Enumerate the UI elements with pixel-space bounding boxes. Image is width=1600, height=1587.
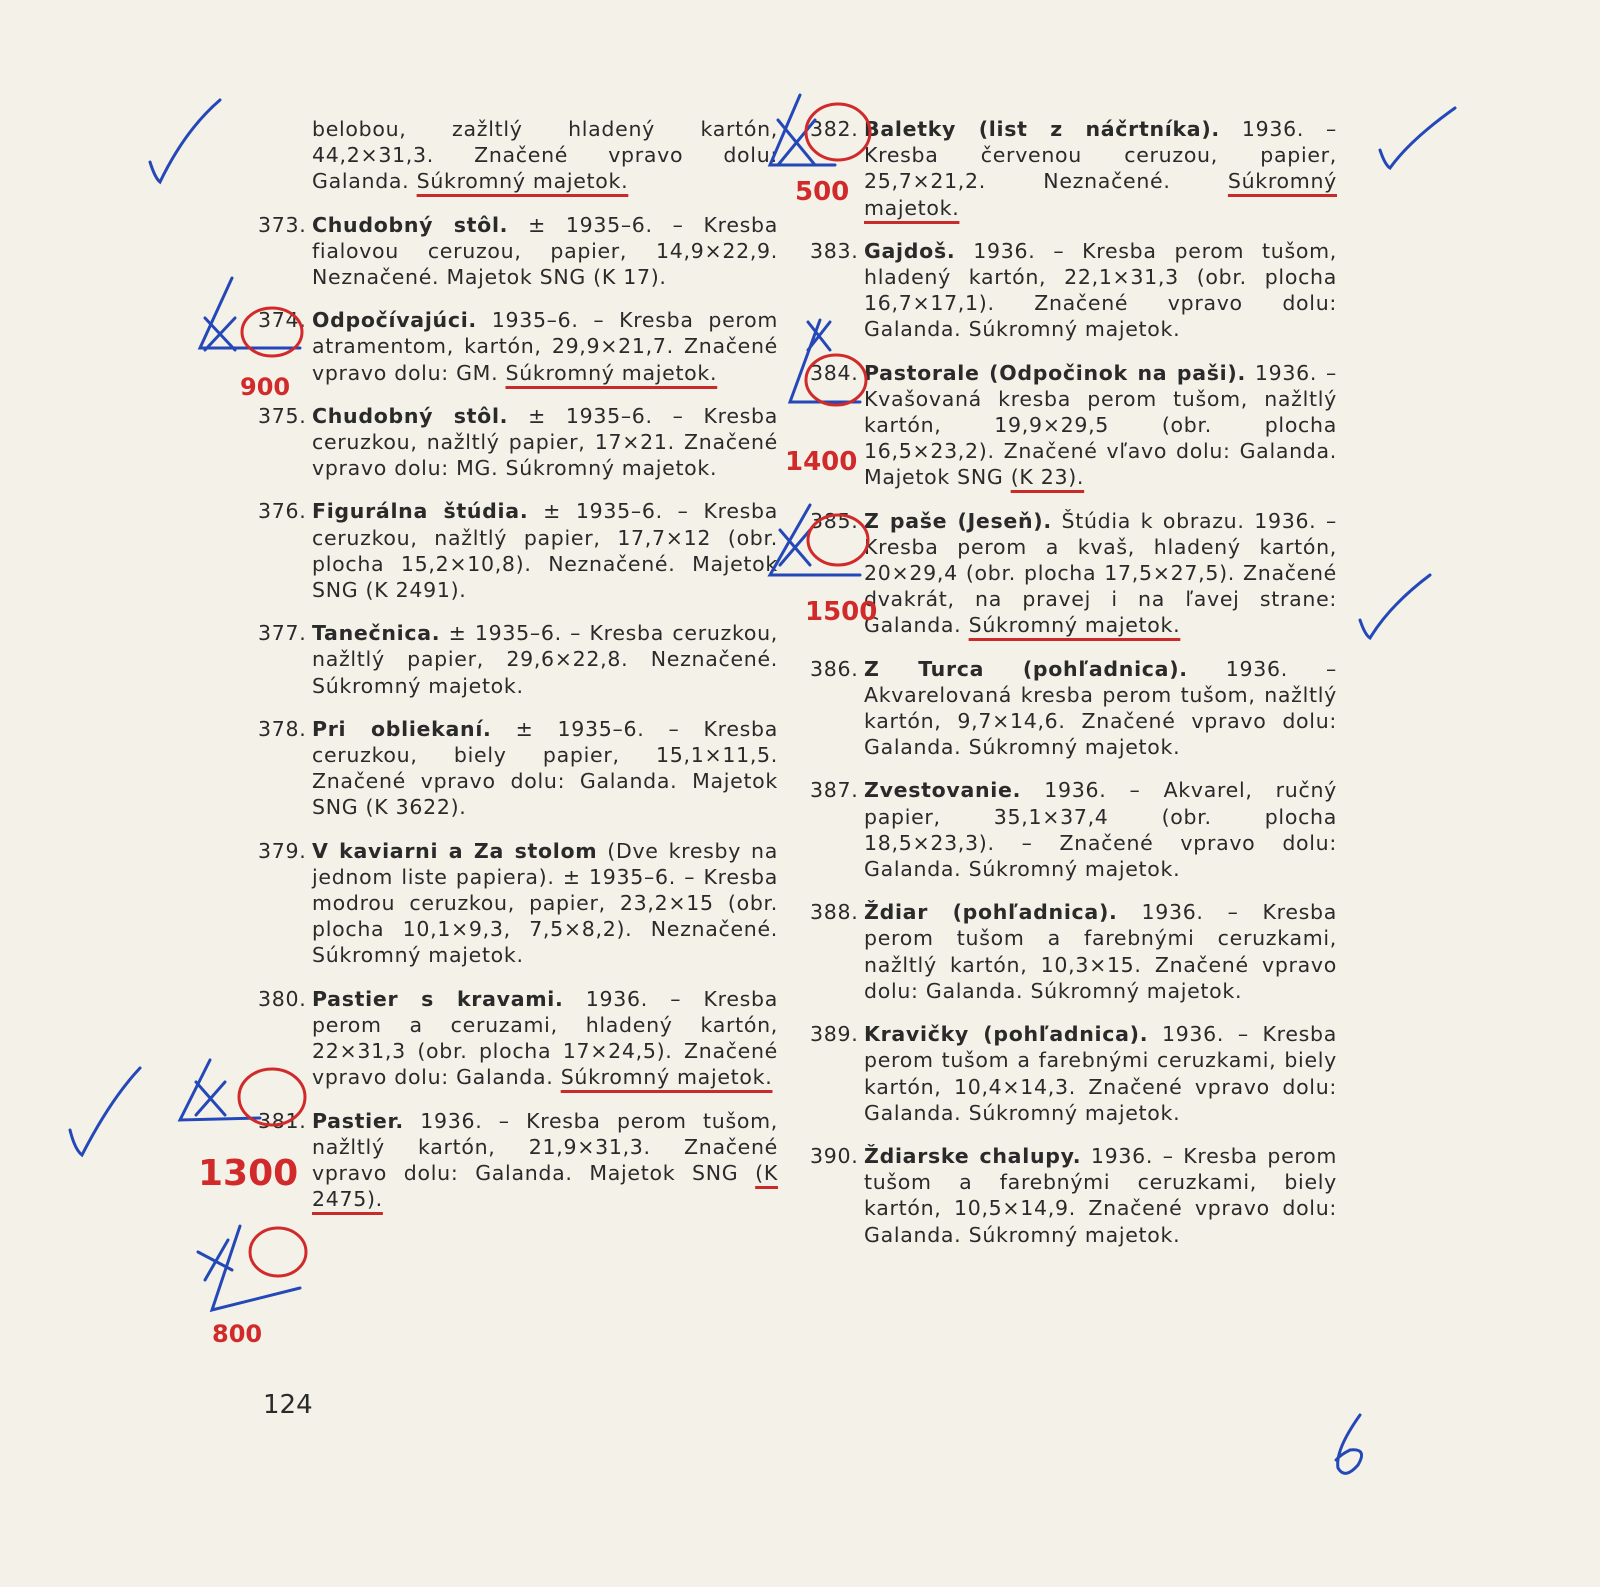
entry-title: Ždiarske chalupy. <box>864 1143 1082 1168</box>
checkmark-icon <box>1380 108 1455 168</box>
entry-owner: Súkromný majetok. <box>560 1065 773 1090</box>
entry-number: 377. <box>258 621 307 646</box>
entry-title: Ždiar (pohľadnica). <box>864 900 1118 925</box>
entry-number: 374. <box>258 308 307 333</box>
handwritten-digit-icon <box>1336 1415 1362 1473</box>
price-note: 800 <box>212 1320 263 1348</box>
catalog-entry-380 <box>258 986 778 1091</box>
entry-title: Z paše (Jeseň). <box>864 508 1052 533</box>
entry-owner: (K 2475). <box>312 1160 778 1212</box>
entry-title: Z Turca (pohľadnica). <box>864 656 1188 681</box>
catalog-entry-375 <box>258 403 778 482</box>
entry-text: belobou, zažltlý hladený kartón, 44,2×31,3. Značené vpravo dolu: Galanda. <box>312 117 778 194</box>
entry-text: 1936. – Kresba perom a ceruzami, hladený kartón, 22×31,3 (obr. plocha 17×24,5). Značené vpravo dolu: Galanda. <box>312 986 778 1090</box>
catalog-entry-376 <box>258 498 778 603</box>
price-note: 900 <box>240 373 291 401</box>
price-note: 1400 <box>785 447 858 477</box>
entry-title: Pastier. <box>312 1108 404 1133</box>
cross-mark-icon <box>198 1240 232 1280</box>
entry-number: 378. <box>258 716 307 741</box>
price-note: 500 <box>795 177 850 207</box>
entry-title: V kaviarni a Za stolom <box>312 838 598 863</box>
entry-number: 373. <box>258 212 307 237</box>
entry-owner: Súkromný majetok. <box>968 613 1181 638</box>
left-column <box>258 116 778 1229</box>
entry-text: 1936. – Kresba perom tušom a farebnými ceruzkami, biely kartón, 10,4×14,3. Značené vpravo dolu: Galanda. Súkromný majetok. <box>864 1022 1337 1125</box>
entry-title: Chudobný stôl. <box>312 212 509 237</box>
cross-mark-icon <box>196 1082 225 1115</box>
entry-title: Tanečnica. <box>312 621 441 646</box>
entry-number: 389. <box>810 1022 859 1047</box>
entry-number: 382. <box>810 117 859 141</box>
entry-text: ± 1935–6. – Kresba ceruzkou, nažltlý papier, 17×21. Značené vpravo dolu: MG. Súkromný majetok. <box>312 403 778 481</box>
entry-title: Gajdoš. <box>864 238 956 263</box>
catalog-entry-378 <box>258 716 778 821</box>
entry-title: Chudobný stôl. <box>312 403 509 428</box>
entry-number: 384. <box>810 360 859 385</box>
entry-text: 1935–6. – Kresba perom atramentom, kartón, 29,9×21,7. Značené vpravo dolu: GM. <box>312 308 778 385</box>
entry-owner: Súkromný majetok. <box>505 360 718 385</box>
entry-title: Pri obliekaní. <box>312 716 492 741</box>
entry-number: 375. <box>258 403 307 428</box>
right-column <box>810 116 1337 1265</box>
catalog-entry-382 <box>810 116 1337 221</box>
entry-text: (Dve kresby na jednom liste papiera). ± 1935–6. – Kresba modrou ceruzkou, papier, 23,2×15 (obr. plocha 10,1×9,3, 7,5×8,2). Neznačené. Súkromný majetok. <box>312 838 778 968</box>
catalog-entry-377 <box>258 620 778 699</box>
catalog-entry-379 <box>258 838 778 969</box>
entry-number: 388. <box>810 900 859 925</box>
entry-number: 383. <box>810 238 859 263</box>
entry-title: Zvestovanie. <box>864 778 1022 803</box>
entry-number: 390. <box>810 1143 859 1168</box>
entry-title: Kravičky (pohľadnica). <box>864 1022 1149 1047</box>
catalog-entry-383 <box>810 238 1337 343</box>
checkmark-icon <box>70 1068 140 1155</box>
entry-text: 1936. – Akvarel, ručný papier, 35,1×37,4 (obr. plocha 18,5×23,3). – Značené vpravo dolu: Galanda. Súkromný majetok. <box>864 778 1337 882</box>
entry-owner: Súkromný majetok. <box>416 169 629 194</box>
page-number: 124 <box>263 1390 313 1420</box>
entry-text: 1936. – Kvašovaná kresba perom tušom, nažltlý kartón, 19,9×29,5 (obr. plocha 16,5×23,2). Značené vľavo dolu: Galanda. Majetok SNG <box>864 360 1338 490</box>
catalog-entry-388 <box>810 899 1337 1004</box>
cross-mark-icon <box>780 530 810 565</box>
entry-owner: Súkromný majetok. <box>864 169 1337 220</box>
entry-text: 1936. – Kresba perom tušom a farebnými ceruzkami, biely kartón, 10,5×14,9. Značené vpravo dolu: Galanda. Súkromný majetok. <box>864 1143 1337 1247</box>
catalog-entry-372-continued <box>258 116 778 195</box>
catalog-entry-384 <box>810 360 1337 491</box>
entry-text: ± 1935–6. – Kresba ceruzkou, nažltlý papier, 17,7×12 (obr. plocha 15,2×10,8). Neznačené. Majetok SNG (K 2491). <box>312 499 778 603</box>
catalog-entry-373 <box>258 212 778 291</box>
catalog-entry-381 <box>258 1108 778 1213</box>
price-note: 1500 <box>805 597 878 627</box>
angle-mark-icon <box>180 1060 260 1120</box>
entry-text: ± 1935–6. – Kresba fialovou ceruzou, papier, 14,9×22,9. Neznačené. Majetok SNG (K 17). <box>312 212 778 290</box>
entry-number: 379. <box>258 838 307 863</box>
entry-number: 386. <box>810 656 859 681</box>
entry-number: 387. <box>810 778 859 803</box>
entry-title: Pastorale (Odpočinok na paši). <box>864 360 1246 385</box>
checkmark-icon <box>150 100 220 182</box>
entry-text: 1936. – Akvarelovaná kresba perom tušom, nažltlý kartón, 9,7×14,6. Značené vpravo dolu: Galanda. Súkromný majetok. <box>864 656 1337 760</box>
price-note: 1300 <box>198 1153 299 1194</box>
entry-number: 380. <box>258 986 307 1011</box>
entry-owner: (K 23). <box>1010 465 1085 490</box>
catalog-entry-374 <box>258 307 778 386</box>
entry-title: Figurálna štúdia. <box>312 499 529 524</box>
entry-number: 376. <box>258 499 307 524</box>
entry-title: Baletky (list z náčrtníka). <box>864 117 1220 141</box>
catalog-entry-390 <box>810 1143 1337 1248</box>
entry-text: ± 1935–6. – Kresba ceruzkou, biely papier, 15,1×11,5. Značené vpravo dolu: Galanda. Majetok SNG (K 3622). <box>312 716 778 820</box>
entry-title: Odpočívajúci. <box>312 308 477 333</box>
entry-number: 381. <box>258 1108 307 1133</box>
cross-mark-icon <box>205 318 235 350</box>
checkmark-icon <box>1360 575 1430 638</box>
entry-text: 1936. – Kresba perom tušom, hladený kartón, 22,1×31,3 (obr. plocha 16,7×17,1). Značené vpravo dolu: Galanda. Súkromný majetok. <box>864 238 1337 342</box>
entry-number: 385. <box>810 508 859 533</box>
catalog-entry-389 <box>810 1021 1337 1126</box>
angle-mark-icon <box>212 1226 300 1310</box>
entry-text: 1936. – Kresba perom tušom a farebnými ceruzkami, nažltlý kartón, 10,3×15. Značené vpravo dolu: Galanda. Súkromný majetok. <box>864 900 1337 1003</box>
entry-text: Štúdia k obrazu. 1936. – Kresba perom a kvaš, hladený kartón, 20×29,4 (obr. plocha 17,5×27,5). Značené dvakrát, na pravej i na ľavej strane: Galanda. <box>864 508 1337 638</box>
circle-mark-icon <box>250 1228 306 1276</box>
entry-text: 1936. – Kresba červenou ceruzou, papier, 25,7×21,2. Neznačené. <box>864 117 1337 194</box>
entry-text: 1936. – Kresba perom tušom, nažltlý kartón, 21,9×31,3. Značené vpravo dolu: Galanda. Majetok SNG <box>312 1108 778 1185</box>
entry-text: ± 1935–6. – Kresba ceruzkou, nažltlý papier, 29,6×22,8. Neznačené. Súkromný majetok. <box>312 621 778 698</box>
entry-title: Pastier s kravami. <box>312 986 564 1011</box>
catalog-entry-385 <box>810 508 1337 639</box>
catalog-entry-387 <box>810 777 1337 882</box>
catalog-entry-386 <box>810 656 1337 761</box>
